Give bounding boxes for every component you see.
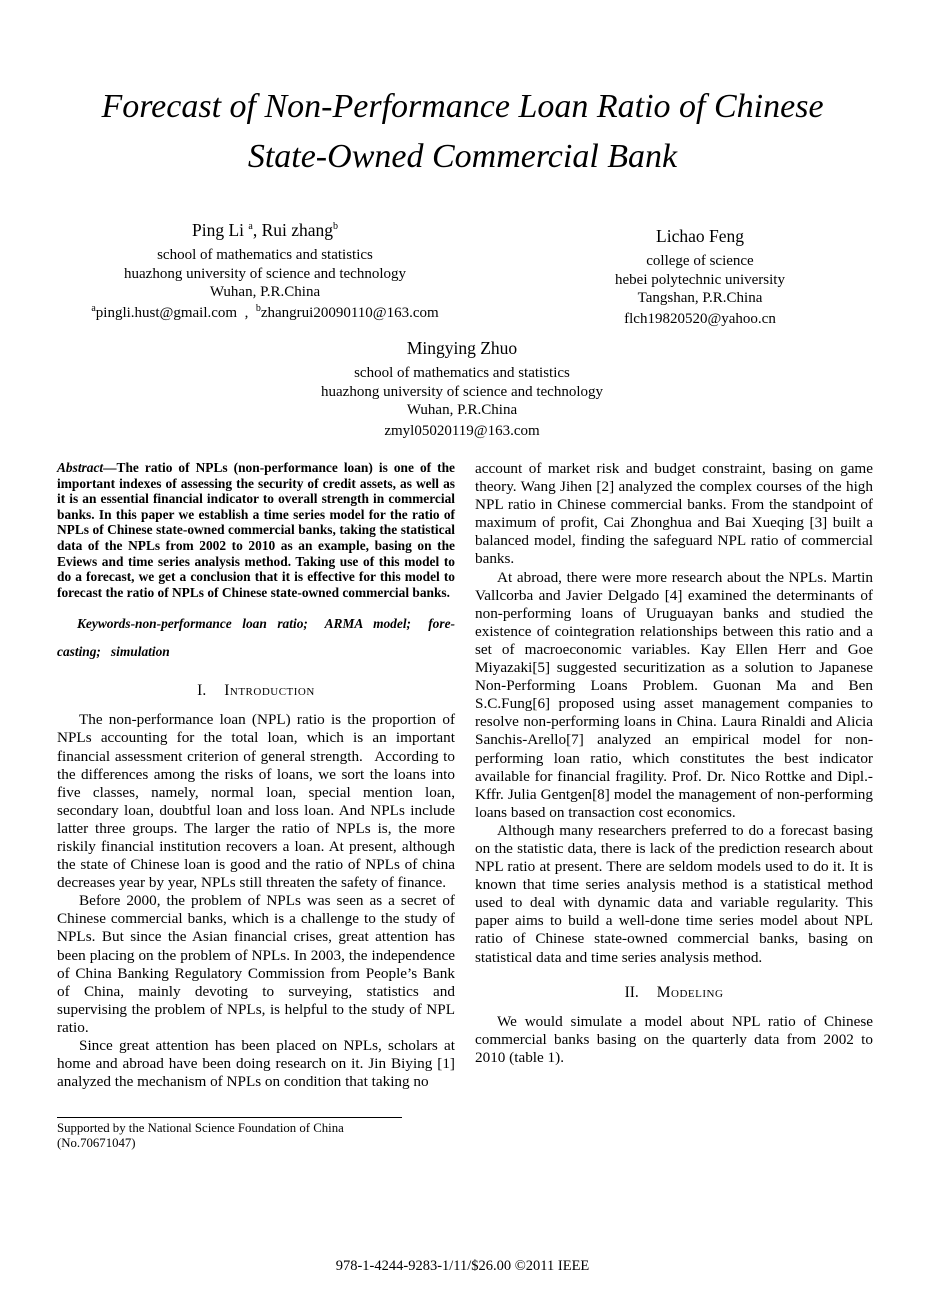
section-number: I. (197, 682, 207, 700)
section-number: II. (624, 983, 639, 1001)
author-emails: $^a$pingli.hust@gmail.com , $^b$zhangrui20090110@163.com (91, 302, 439, 321)
abstract-label: Abstract (57, 460, 104, 475)
section-title: Introduction (224, 682, 315, 700)
footnote (57, 1117, 409, 1151)
section-title: Modeling (656, 983, 724, 1001)
paragraph-intro-4: At abroad, there were more research about the NPLs. Martin Vallcorba and Javier Delgado [4] examined the determinants of non-performing loans of Uruguayan banks and studied the existence of cointegration relationships between this ratio and a set of macroeconomic variables. Kay Ellen Herr and Goe Miyazaki[5] suggested securitization as a solution to Japanese Non-Performing Loans Problem. Guonan Ma and Ben S.C.Fung[6] proposed using asset management companies to resolve non-performing loans in China. Laura Rinaldi and Alicia Sanchis-Arello[7] analyzed an empirical model for non-performing loan ratio, which constitutes the best indicator available for financial fragility. Prof. Dr. Nico Rottke and Dipl.-Kffr. Julia Gentgen[8] model the management of non-performing loans based on transaction cost economics. (475, 568, 873, 821)
author-block-lichao-feng (520, 224, 880, 329)
footnote-text: Supported by the National Science Foundation of China (No.70671047) (57, 1121, 344, 1151)
author-email: zmyl05020119@163.com (384, 422, 540, 439)
left-column (57, 460, 455, 1151)
paragraph-intro-1: The non-performance loan (NPL) ratio is the proportion of NPLs accounting for the total loan, which is an important financial assessment criterion of general strength. According to the differences among the risks of loans, we sort the loans into five classes, namely, normal loan, special mention loan, secondary loan, doubtful loan and loss loan. And NPLs include latter three groups. The larger the ratio of NPLs is, the more riskily financial institution recovers a loan. At present, although the state of Chinese loan is good and the ratio of NPLs of china decreases year by year, NPLs still threaten the safety of finance. (57, 711, 455, 892)
author-affiliation-university: huazhong university of science and technology (321, 383, 603, 400)
right-column (475, 460, 873, 1151)
paragraph-intro-3-continuation: account of market risk and budget constraint, basing on game theory. Wang Jihen [2] analyzed the complex courses of the high NPL ratio in Chinese commercial banks. From the standpoint of maximum of profit, Cai Zhonghua and Bai Xueqing [3] built a balanced model, finding the safeguard NPL ratio of commercial banks. (475, 460, 873, 568)
author-block-mingying-zhuo (212, 336, 712, 441)
keywords-paragraph: Keywords-non-performance loan ratio; ARMA model; fore-casting; simulation (57, 616, 455, 659)
author-affiliation-department: school of mathematics and statistics (354, 365, 570, 381)
author-name: Lichao Feng (656, 226, 744, 246)
author-affiliation-university: hebei polytechnic university (615, 271, 785, 288)
author-affiliation-city: Wuhan, P.R.China (406, 402, 518, 418)
paragraph-intro-2: Before 2000, the problem of NPLs was seen as a secret of Chinese commercial banks, which is a challenge to the study of NPLs. But since the Asian financial crises, great attention has been placing on the problem of NPLs. In 2003, the independence of China Banking Regulatory Commission from People’s Bank of China, mainly devoting to surveying, statistics and supervising the problem of NPLs, is helpful to the study of NPL ratio. (57, 892, 455, 1036)
paper-title-line-1: Forecast of Non-Performance Loan Ratio of Chinese (101, 88, 824, 125)
author-affiliation-university: huazhong university of science and technology (124, 265, 406, 282)
author-name: Mingying Zhuo (406, 338, 518, 358)
paragraph-modeling-1: We would simulate a model about NPL ratio of Chinese commercial banks basing on the quarterly data from 2002 to 2010 (table 1). (475, 1012, 873, 1066)
author-affiliation-city: Wuhan, P.R.China (209, 284, 321, 300)
paper-title (0, 82, 925, 182)
abstract-dash: — (103, 460, 117, 475)
abstract-paragraph (57, 460, 455, 600)
section-heading-modeling (475, 984, 873, 1002)
author-names: Ping Li $^a$, Rui zhang$^b$ (191, 220, 339, 240)
author-block-ping-li-rui-zhang (60, 218, 470, 323)
body-columns (57, 460, 873, 1151)
author-affiliation-city: Tangshan, P.R.China (637, 290, 763, 306)
paragraph-intro-3: Since great attention has been placed on NPLs, scholars at home and abroad have been doing research on it. Jin Biying [1] analyzed the mechanism of NPLs on condition that taking no (57, 1037, 455, 1091)
paragraph-intro-5: Although many researchers preferred to do a forecast basing on the statistic data, there is lack of the prediction research about NPL ratio at present. There are seldom models used to do it. It is known that time series analysis method is a statistical method used to deal with dynamic data and variable regularity. This paper aims to build a well-done time series model about NPL ratio of Chinese state-owned commercial banks, basing on statistical data and time series analysis method. (475, 821, 873, 966)
author-affiliation-department: college of science (646, 253, 754, 269)
section-heading-introduction (57, 682, 455, 700)
abstract-text: The ratio of NPLs (non-performance loan) is one of the important indexes of assessing the security of credit assets, as well as it is an essential financial indicator to overall strength in commercial banks. In this paper we establish a time series model for the ratio of NPLs of Chinese state-owned commercial banks, taking the statistical data of the NPLs from 2002 to 2010 as an example, basing on the Eviews and time series analysis method. Taking use of this model to do a forecast, we get a conclusion that it is effective for this model to forecast the ratio of NPLs of Chinese state-owned commercial banks. (57, 460, 455, 600)
author-affiliation-department: school of mathematics and statistics (157, 247, 373, 263)
footnote-rule (57, 1117, 402, 1118)
author-email: flch19820520@yahoo.cn (624, 310, 776, 327)
copyright-footer: 978-1-4244-9283-1/11/$26.00 ©2011 IEEE (335, 1258, 590, 1274)
paper-title-line-2: State-Owned Commercial Bank (247, 138, 678, 175)
